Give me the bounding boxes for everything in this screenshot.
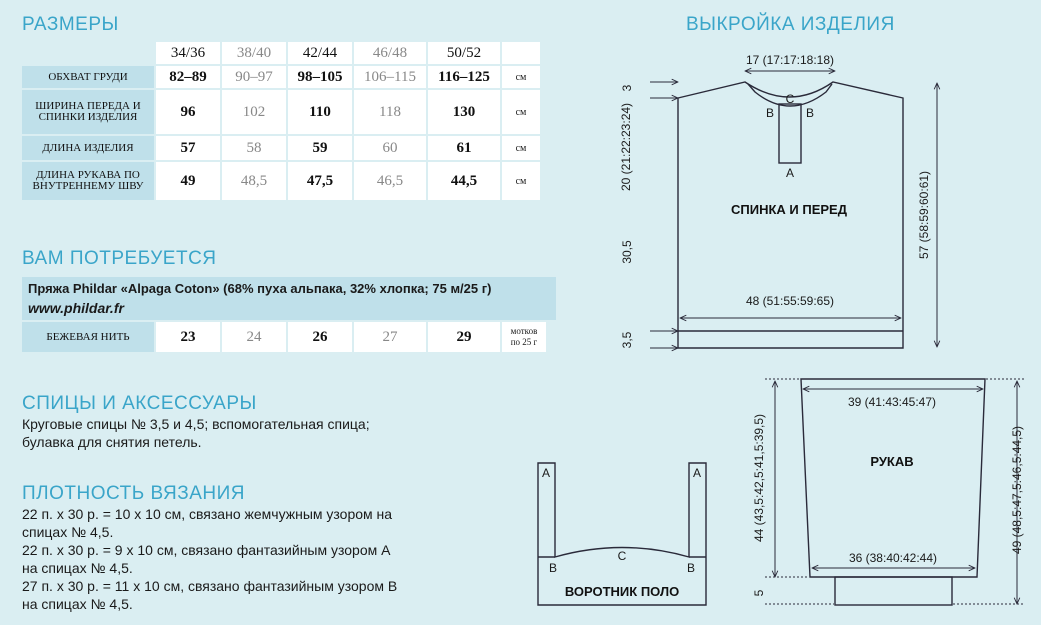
collar-point-c: C (617, 549, 627, 563)
gauge-line: 27 п. х 30 р. = 11 х 10 см, связано фантазийным узором В (22, 578, 398, 594)
yarn-unit-line1: мотков (510, 326, 538, 336)
yarn-row-label: БЕЖЕВАЯ НИТЬ (22, 322, 154, 352)
gauge-line: на спицах № 4,5. (22, 560, 133, 576)
dim-3-label: 3 (620, 84, 634, 92)
body-point-c: C (785, 92, 795, 106)
size-header: 46/48 (354, 42, 426, 64)
needles-line1: Круговые спицы № 3,5 и 4,5; вспомогательная спица; (22, 416, 370, 432)
table-cell: 110 (288, 90, 352, 134)
yarn-unit-line2: по 25 г (510, 337, 538, 347)
size-header: 42/44 (288, 42, 352, 64)
table-cell: 57 (156, 136, 220, 160)
table-cell: 116–125 (428, 66, 500, 88)
size-header: 38/40 (222, 42, 286, 64)
table-cell: 61 (428, 136, 500, 160)
sleeve-left-label: 44 (43,5:42,5:41,5:39,5) (752, 413, 766, 543)
row-label: ОБХВАТ ГРУДИ (22, 66, 154, 88)
collar-point-a-left: A (541, 466, 551, 480)
gauge-line: на спицах № 4,5. (22, 596, 133, 612)
table-cell: 60 (354, 136, 426, 160)
gauge-line: спицах № 4,5. (22, 524, 114, 540)
sleeve-right-label: 49 (48,5:47,5:46,5:44,5) (1010, 425, 1024, 555)
collar-label: ВОРОТНИК ПОЛО (564, 584, 680, 599)
collar-point-a-right: A (692, 466, 702, 480)
gauge-title: ПЛОТНОСТЬ ВЯЗАНИЯ (22, 483, 245, 504)
table-cell: 26 (288, 322, 352, 352)
pattern-title: ВЫКРОЙКА ИЗДЕЛИЯ (686, 14, 895, 35)
sleeve-cuff (835, 577, 952, 605)
row-label: ДЛИНА РУКАВА ПО ВНУТРЕННЕМУ ШВУ (22, 162, 154, 200)
sleeve-label: РУКАВ (870, 454, 914, 469)
table-cell: 29 (428, 322, 500, 352)
gauge-line: 22 п. х 30 р. = 10 х 10 см, связано жемчужным узором на (22, 506, 393, 522)
collar-point-b-left: B (548, 561, 558, 575)
sizes-title: РАЗМЕРЫ (22, 14, 119, 35)
body-width-label: 48 (51:55:59:65) (745, 294, 835, 308)
table-cell: 82–89 (156, 66, 220, 88)
dim-5-label: 5 (752, 589, 766, 597)
size-header: 50/52 (428, 42, 500, 64)
table-cell: 96 (156, 90, 220, 134)
table-cell: 49 (156, 162, 220, 200)
needles-title: СПИЦЫ И АКСЕССУАРЫ (22, 393, 257, 414)
table-cell: 24 (222, 322, 286, 352)
yarn-brand-line: Пряжа Phildar «Alpaga Coton» (68% пуха альпака, 32% хлопка; 75 м/25 г) (28, 281, 492, 296)
sleeve-top-label: 39 (41:43:45:47) (847, 395, 937, 409)
table-cell: 27 (354, 322, 426, 352)
body-neck-width-label: 17 (17:17:18:18) (745, 53, 835, 67)
body-point-b-left: B (765, 106, 775, 120)
table-cell: 48,5 (222, 162, 286, 200)
table-cell: 23 (156, 322, 220, 352)
table-cell: 106–115 (354, 66, 426, 88)
table-cell: 90–97 (222, 66, 286, 88)
gauge-line: 22 п. х 30 р. = 9 х 10 см, связано фантазийным узором А (22, 542, 391, 558)
body-placket (779, 104, 801, 163)
body-point-b-right: B (805, 106, 815, 120)
unit-cell: см (502, 136, 540, 160)
unit-cell: см (502, 162, 540, 200)
row-label: ДЛИНА ИЗДЕЛИЯ (22, 136, 154, 160)
needles-line2: булавка для снятия петель. (22, 434, 202, 450)
table-cell: 58 (222, 136, 286, 160)
sleeve-bottom-label: 36 (38:40:42:44) (848, 551, 938, 565)
table-cell: 102 (222, 90, 286, 134)
need-title: ВАМ ПОТРЕБУЕТСЯ (22, 248, 217, 269)
body-point-a: A (785, 166, 795, 180)
yarn-site: www.phildar.fr (28, 300, 124, 316)
table-cell: 47,5 (288, 162, 352, 200)
table-cell: 46,5 (354, 162, 426, 200)
table-cell: 44,5 (428, 162, 500, 200)
body-height-label: 57 (58:59:60:61) (917, 170, 931, 260)
unit-cell: см (502, 90, 540, 134)
table-cell: 130 (428, 90, 500, 134)
dim-30-5-label: 30,5 (620, 240, 634, 264)
row-label: ШИРИНА ПЕРЕДА И СПИНКИ ИЗДЕЛИЯ (22, 90, 154, 134)
dim-20-label: 20 (21:22:23:24) (619, 102, 633, 192)
table-cell: 59 (288, 136, 352, 160)
body-label: СПИНКА И ПЕРЕД (731, 202, 847, 217)
table-cell: 98–105 (288, 66, 352, 88)
unit-cell: см (502, 66, 540, 88)
collar-point-b-right: B (686, 561, 696, 575)
dim-3-5-label: 3,5 (620, 331, 634, 349)
size-header: 34/36 (156, 42, 220, 64)
table-cell: 118 (354, 90, 426, 134)
